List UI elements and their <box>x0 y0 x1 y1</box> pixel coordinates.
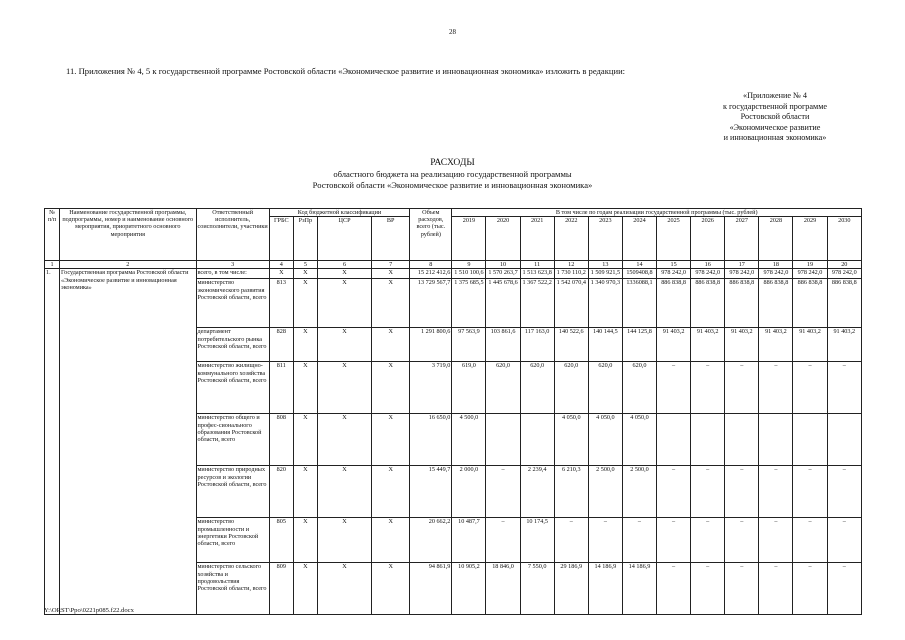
total-cell: 15 449,7 <box>410 466 452 518</box>
column-number: 10 <box>486 261 520 269</box>
appendix-line: «Экономическое развитие <box>729 122 821 132</box>
executor-cell: министерство сельского хозяйства и продовольствия Ростовской области, всего <box>196 563 269 615</box>
year-value-cell: 91 403,2 <box>725 328 759 362</box>
vr-cell: X <box>372 328 410 362</box>
year-value-cell: 886 838,8 <box>827 279 861 328</box>
year-value-cell: – <box>759 563 793 615</box>
total-cell: 13 729 567,7 <box>410 279 452 328</box>
header-year: 2028 <box>759 217 793 261</box>
year-value-cell: – <box>486 466 520 518</box>
year-value-cell: 4 500,0 <box>452 414 486 466</box>
year-value-cell: 886 838,8 <box>691 279 725 328</box>
csr-cell: X <box>317 466 371 518</box>
header-num: № п/п <box>45 209 60 261</box>
year-value-cell: 978 242,0 <box>691 269 725 279</box>
vr-cell: X <box>372 269 410 279</box>
column-number: 14 <box>622 261 656 269</box>
csr-cell: X <box>317 518 371 563</box>
vr-cell: X <box>372 466 410 518</box>
header-name: Наименование государственной программы, подпрограммы, номер и наименование основного мероприятия, приоритетного основного мероприятия <box>60 209 196 261</box>
expenses-table <box>44 208 862 615</box>
column-number: 3 <box>196 261 269 269</box>
total-cell: 16 650,0 <box>410 414 452 466</box>
year-value-cell: 4 050,0 <box>554 414 588 466</box>
column-number: 11 <box>520 261 554 269</box>
header-volume: Объем расходов, всего (тыс. рублей) <box>410 209 452 261</box>
grbs-cell: 808 <box>269 414 293 466</box>
intro-paragraph: 11. Приложения № 4, 5 к государственной программе Ростовской области «Экономическое развитие и инновационная экономика» изложить в редакции: <box>66 66 626 76</box>
appendix-line: к государственной программе <box>722 101 828 111</box>
year-value-cell: 1 730 110,2 <box>554 269 588 279</box>
csr-cell: X <box>317 414 371 466</box>
year-value-cell: – <box>793 518 827 563</box>
program-number: 1. <box>45 269 60 615</box>
year-value-cell: – <box>725 466 759 518</box>
year-value-cell: – <box>759 466 793 518</box>
year-value-cell: 10 174,5 <box>520 518 554 563</box>
column-number: 18 <box>759 261 793 269</box>
year-value-cell: 117 163,0 <box>520 328 554 362</box>
year-value-cell: 2 239,4 <box>520 466 554 518</box>
table-row <box>45 269 862 279</box>
year-value-cell: 978 242,0 <box>827 269 861 279</box>
grbs-cell: 805 <box>269 518 293 563</box>
year-value-cell: 1 367 522,2 <box>520 279 554 328</box>
year-value-cell: 886 838,8 <box>793 279 827 328</box>
year-value-cell: 6 210,3 <box>554 466 588 518</box>
rzpr-cell: X <box>293 269 317 279</box>
appendix-line: Ростовской области <box>740 112 810 122</box>
year-value-cell <box>486 414 520 466</box>
year-value-cell: 1 510 100,6 <box>452 269 486 279</box>
year-value-cell: – <box>657 518 691 563</box>
year-value-cell <box>793 414 827 466</box>
header-year: 2023 <box>588 217 622 261</box>
year-value-cell <box>691 414 725 466</box>
column-number: 12 <box>554 261 588 269</box>
column-number: 17 <box>725 261 759 269</box>
year-value-cell: – <box>793 563 827 615</box>
year-value-cell: 620,0 <box>588 362 622 414</box>
year-value-cell: 1 375 685,5 <box>452 279 486 328</box>
executor-cell: департамент потребительского рынка Ростовской области, всего <box>196 328 269 362</box>
year-value-cell: – <box>759 362 793 414</box>
year-value-cell: 620,0 <box>554 362 588 414</box>
grbs-cell: 813 <box>269 279 293 328</box>
appendix-line: и инновационная экономика» <box>723 133 827 143</box>
year-value-cell: – <box>622 518 656 563</box>
year-value-cell: 1 340 970,3 <box>588 279 622 328</box>
header-grbs: ГРБС <box>269 217 293 261</box>
header-year: 2029 <box>793 217 827 261</box>
year-value-cell: 7 550,0 <box>520 563 554 615</box>
year-value-cell: 18 846,0 <box>486 563 520 615</box>
header-executor: Ответственный исполнитель, соисполнители, участники <box>196 209 269 261</box>
column-number: 8 <box>410 261 452 269</box>
year-value-cell: 140 144,5 <box>588 328 622 362</box>
table-body <box>45 261 862 615</box>
grbs-cell: X <box>269 269 293 279</box>
year-value-cell: 2 500,0 <box>622 466 656 518</box>
rzpr-cell: X <box>293 563 317 615</box>
csr-cell: X <box>317 279 371 328</box>
header-year: 2027 <box>725 217 759 261</box>
year-value-cell: 978 242,0 <box>725 269 759 279</box>
year-value-cell: 886 838,8 <box>657 279 691 328</box>
program-name: Государственная программа Ростовской области «Экономическое развитие и инновационная экономика» <box>60 269 196 615</box>
year-value-cell: 620,0 <box>520 362 554 414</box>
executor-cell: министерство общего и профес-сионального образования Ростовской области, всего <box>196 414 269 466</box>
total-cell: 20 662,2 <box>410 518 452 563</box>
year-value-cell: 140 522,6 <box>554 328 588 362</box>
header-rzpr: РзПр <box>293 217 317 261</box>
header-years-group: В том числе по годам реализации государственной программы (тыс. рублей) <box>452 209 862 217</box>
year-value-cell: – <box>486 518 520 563</box>
year-value-cell: – <box>827 362 861 414</box>
vr-cell: X <box>372 362 410 414</box>
year-value-cell: 1336088,1 <box>622 279 656 328</box>
file-path-footer: Y:\ORST\Ppo\0221p085.f22.docx <box>44 607 134 614</box>
csr-cell: X <box>317 269 371 279</box>
year-value-cell: – <box>691 362 725 414</box>
year-value-cell: – <box>554 518 588 563</box>
year-value-cell: 14 186,9 <box>588 563 622 615</box>
year-value-cell: 10 905,2 <box>452 563 486 615</box>
year-value-cell: – <box>691 466 725 518</box>
vr-cell: X <box>372 563 410 615</box>
year-value-cell: 978 242,0 <box>793 269 827 279</box>
year-value-cell: 978 242,0 <box>657 269 691 279</box>
header-year: 2022 <box>554 217 588 261</box>
column-number: 9 <box>452 261 486 269</box>
executor-cell: министерство природных ресурсов и экологии Ростовской области, всего <box>196 466 269 518</box>
executor-cell: министерство жилищно-коммунального хозяйства Ростовской области, всего <box>196 362 269 414</box>
year-value-cell <box>725 414 759 466</box>
year-value-cell: 1 542 070,4 <box>554 279 588 328</box>
rzpr-cell: X <box>293 328 317 362</box>
year-value-cell: – <box>657 362 691 414</box>
rzpr-cell: X <box>293 362 317 414</box>
page-number: 28 <box>449 28 456 36</box>
year-value-cell: – <box>827 518 861 563</box>
grbs-cell: 828 <box>269 328 293 362</box>
executor-cell: всего, в том числе: <box>196 269 269 279</box>
year-value-cell: 97 563,9 <box>452 328 486 362</box>
year-value-cell: 29 186,9 <box>554 563 588 615</box>
year-value-cell: – <box>793 466 827 518</box>
rzpr-cell: X <box>293 414 317 466</box>
year-value-cell: 91 403,2 <box>793 328 827 362</box>
executor-cell: министерство промышленности и энергетики Ростовской области, всего <box>196 518 269 563</box>
total-cell: 1 291 800,6 <box>410 328 452 362</box>
heading-line: областного бюджета на реализацию государственной программы <box>333 168 572 179</box>
year-value-cell: – <box>657 466 691 518</box>
year-value-cell: 91 403,2 <box>657 328 691 362</box>
column-number: 5 <box>293 261 317 269</box>
document-heading <box>0 158 905 190</box>
year-value-cell: 2 000,0 <box>452 466 486 518</box>
column-number: 2 <box>60 261 196 269</box>
year-value-cell: 144 125,8 <box>622 328 656 362</box>
year-value-cell: 620,0 <box>622 362 656 414</box>
total-cell: 3 719,0 <box>410 362 452 414</box>
year-value-cell: 886 838,8 <box>759 279 793 328</box>
column-number: 13 <box>588 261 622 269</box>
year-value-cell: 1509408,8 <box>622 269 656 279</box>
grbs-cell: 809 <box>269 563 293 615</box>
year-value-cell: – <box>725 362 759 414</box>
total-cell: 94 861,9 <box>410 563 452 615</box>
year-value-cell: – <box>691 563 725 615</box>
year-value-cell: – <box>725 563 759 615</box>
year-value-cell <box>657 414 691 466</box>
column-number: 15 <box>657 261 691 269</box>
year-value-cell: 1 513 623,8 <box>520 269 554 279</box>
header-csr: ЦСР <box>317 217 371 261</box>
appendix-caption <box>695 91 855 144</box>
year-value-cell: – <box>657 563 691 615</box>
heading-title: РАСХОДЫ <box>430 157 475 168</box>
header-year: 2019 <box>452 217 486 261</box>
year-value-cell: 978 242,0 <box>759 269 793 279</box>
year-value-cell: – <box>793 362 827 414</box>
column-number: 20 <box>827 261 861 269</box>
year-value-cell: 14 186,9 <box>622 563 656 615</box>
column-number: 16 <box>691 261 725 269</box>
year-value-cell: 91 403,2 <box>691 328 725 362</box>
vr-cell: X <box>372 414 410 466</box>
header-vr: ВР <box>372 217 410 261</box>
grbs-cell: 820 <box>269 466 293 518</box>
column-number: 7 <box>372 261 410 269</box>
year-value-cell: 4 050,0 <box>622 414 656 466</box>
year-value-cell: – <box>725 518 759 563</box>
header-year: 2026 <box>691 217 725 261</box>
year-value-cell <box>759 414 793 466</box>
column-numbers-row <box>45 261 862 269</box>
vr-cell: X <box>372 518 410 563</box>
executor-cell: министерство экономического развития Ростовской области, всего <box>196 279 269 328</box>
header-code-group: Код бюджетной классификации <box>269 209 409 217</box>
year-value-cell <box>520 414 554 466</box>
year-value-cell: 1 509 921,5 <box>588 269 622 279</box>
year-value-cell: 91 403,2 <box>759 328 793 362</box>
year-value-cell: 91 403,2 <box>827 328 861 362</box>
appendix-line: «Приложение № 4 <box>742 91 808 100</box>
header-year: 2020 <box>486 217 520 261</box>
column-number: 1 <box>45 261 60 269</box>
year-value-cell: – <box>827 563 861 615</box>
grbs-cell: 811 <box>269 362 293 414</box>
year-value-cell: 2 500,0 <box>588 466 622 518</box>
header-year: 2021 <box>520 217 554 261</box>
heading-line: Ростовской области «Экономическое развитие и инновационная экономика» <box>312 179 593 190</box>
header-year: 2025 <box>657 217 691 261</box>
column-number: 4 <box>269 261 293 269</box>
year-value-cell: – <box>691 518 725 563</box>
column-number: 19 <box>793 261 827 269</box>
year-value-cell: 620,0 <box>486 362 520 414</box>
column-number: 6 <box>317 261 371 269</box>
rzpr-cell: X <box>293 279 317 328</box>
year-value-cell: 4 050,0 <box>588 414 622 466</box>
rzpr-cell: X <box>293 518 317 563</box>
csr-cell: X <box>317 362 371 414</box>
csr-cell: X <box>317 328 371 362</box>
year-value-cell: – <box>827 466 861 518</box>
year-value-cell: – <box>588 518 622 563</box>
total-cell: 15 212 412,6 <box>410 269 452 279</box>
header-year: 2024 <box>622 217 656 261</box>
rzpr-cell: X <box>293 466 317 518</box>
year-value-cell: – <box>759 518 793 563</box>
year-value-cell: 619,0 <box>452 362 486 414</box>
vr-cell: X <box>372 279 410 328</box>
header-year: 2030 <box>827 217 861 261</box>
year-value-cell: 1 445 678,6 <box>486 279 520 328</box>
year-value-cell: 1 570 263,7 <box>486 269 520 279</box>
csr-cell: X <box>317 563 371 615</box>
year-value-cell: 10 487,7 <box>452 518 486 563</box>
year-value-cell: 103 861,6 <box>486 328 520 362</box>
year-value-cell <box>827 414 861 466</box>
year-value-cell: 886 838,8 <box>725 279 759 328</box>
